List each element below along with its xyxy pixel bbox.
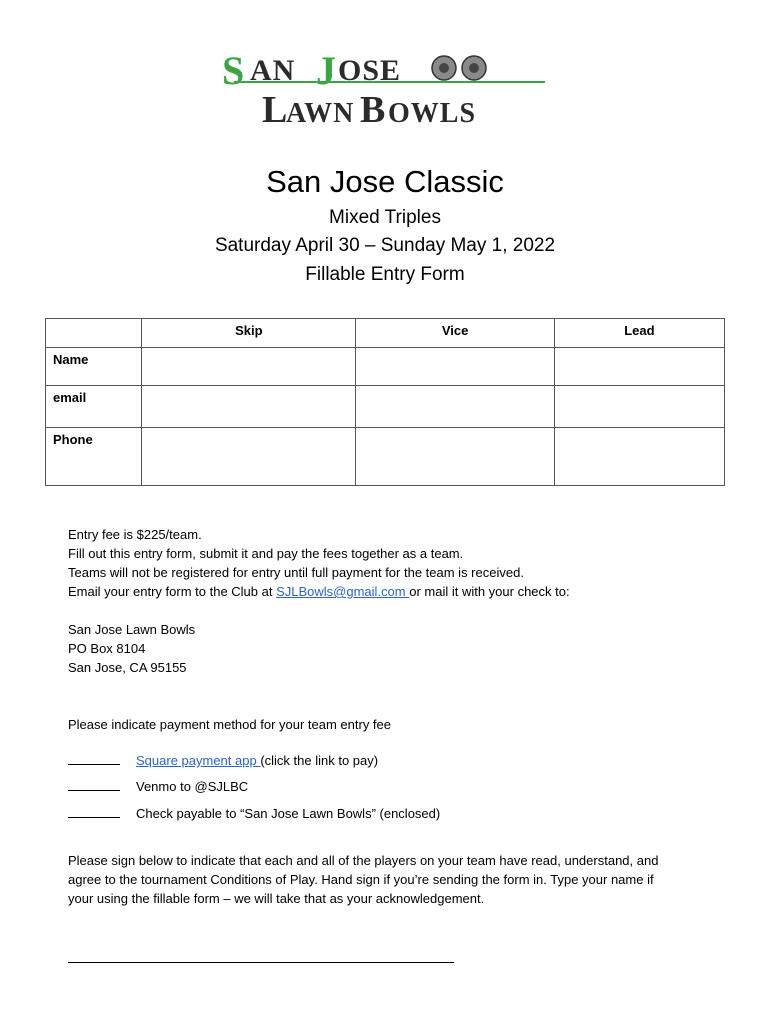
svg-text:OWLS: OWLS [388, 98, 477, 126]
table-row [46, 428, 725, 486]
svg-text:AN: AN [250, 54, 296, 87]
table-header-skip: Skip [142, 319, 356, 348]
lead-phone-field[interactable] [554, 428, 724, 486]
table-header-cell [46, 319, 142, 348]
payment-prompt: Please indicate payment method for your team entry fee [68, 717, 392, 732]
instructions-block [68, 525, 570, 601]
ack-line-3: your using the fillable form – we will take that as your acknowledgement. [68, 891, 485, 906]
svg-text:L: L [262, 89, 288, 126]
vice-name-field[interactable] [356, 348, 554, 386]
payment-option-venmo [68, 779, 249, 794]
venmo-label: Venmo to @SJLBC [136, 779, 249, 794]
square-check-blank[interactable] [68, 764, 120, 765]
table-row [46, 386, 725, 428]
email-suffix: or mail it with your check to: [409, 584, 570, 599]
page-title: San Jose Classic [266, 164, 504, 199]
skip-name-field[interactable] [142, 348, 356, 386]
skip-phone-field[interactable] [142, 428, 356, 486]
svg-text:OSE: OSE [338, 54, 402, 87]
event-subtitle: Mixed Triples [329, 207, 441, 228]
email-link[interactable]: SJLBowls@gmail.com [276, 584, 410, 599]
ack-line-2: agree to the tournament Conditions of Play. Hand sign if you’re sending the form in. Type your name if [68, 872, 654, 887]
signature-line[interactable] [68, 962, 454, 963]
check-label: Check payable to “San Jose Lawn Bowls” (enclosed) [136, 806, 441, 821]
square-payment-link[interactable]: Square payment app [136, 753, 261, 768]
table-header-lead: Lead [554, 319, 724, 348]
entry-table [45, 318, 725, 486]
payment-option-check [68, 806, 441, 821]
svg-text:B: B [360, 89, 386, 126]
skip-email-field[interactable] [142, 386, 356, 428]
svg-text:AWN: AWN [286, 98, 355, 126]
address-name: San Jose Lawn Bowls [68, 622, 196, 637]
payment-option-square [68, 753, 379, 768]
lead-email-field[interactable] [554, 386, 724, 428]
address-po-box: PO Box 8104 [68, 641, 146, 656]
san-jose-lawn-bowls-logo [220, 44, 550, 126]
event-dates: Saturday April 30 – Sunday May 1, 2022 [214, 235, 556, 256]
svg-text:J: J [316, 48, 336, 93]
entry-fee-text: Entry fee is $225/team. [68, 527, 202, 542]
acknowledgement-text [68, 851, 658, 908]
address-city: San Jose, CA 95155 [68, 660, 187, 675]
form-type: Fillable Entry Form [305, 264, 465, 285]
vice-phone-field[interactable] [356, 428, 554, 486]
table-row [46, 348, 725, 386]
check-check-blank[interactable] [68, 817, 120, 818]
registration-text: Teams will not be registered for entry until full payment for the team is received. [68, 565, 524, 580]
row-label-name: Name [46, 348, 142, 386]
vice-email-field[interactable] [356, 386, 554, 428]
fill-out-text: Fill out this entry form, submit it and pay the fees together as a team. [68, 546, 464, 561]
svg-text:S: S [222, 48, 245, 93]
row-label-email: email [46, 386, 142, 428]
mailing-address [68, 620, 195, 677]
email-instruction [68, 582, 570, 601]
ack-line-1: Please sign below to indicate that each and all of the players on your team have read, understand, and [68, 853, 659, 868]
email-prefix: Email your entry form to the Club at [68, 584, 277, 599]
table-header-row [46, 319, 725, 348]
square-suffix: (click the link to pay) [260, 753, 379, 768]
row-label-phone: Phone [46, 428, 142, 486]
lawn-bowls-icon [432, 56, 486, 80]
lead-name-field[interactable] [554, 348, 724, 386]
table-header-vice: Vice [356, 319, 554, 348]
venmo-check-blank[interactable] [68, 790, 120, 791]
